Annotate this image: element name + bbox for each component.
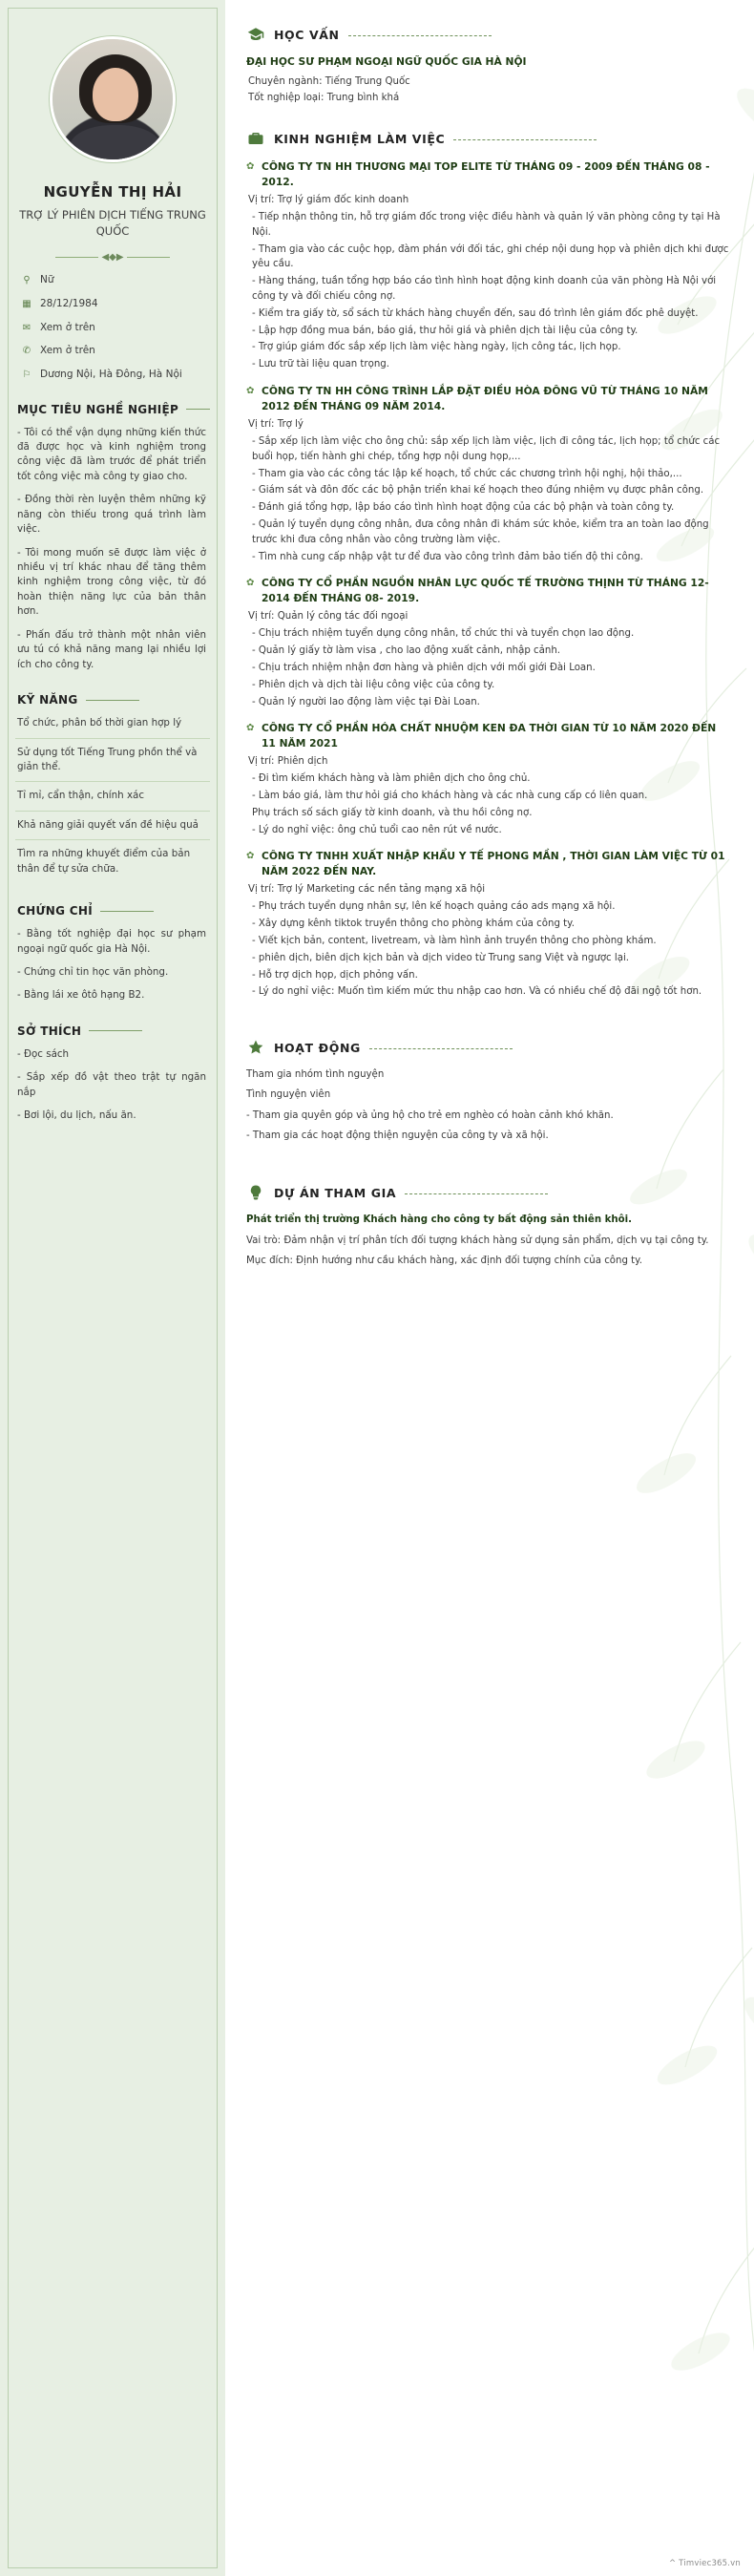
job-duty: - Quản lý tuyển dụng công nhân, đưa công nhân đi khám sức khỏe, kiểm tra an toàn lao động trước khi đưa công nhân vào công trường làm việc. xyxy=(252,519,709,545)
job-title-row xyxy=(246,384,729,413)
activity-line: Tham gia nhóm tình nguyện xyxy=(246,1069,385,1081)
job-title: CÔNG TY TN HH CÔNG TRÌNH LẮP ĐẶT ĐIỀU HÒA ĐÔNG VŨ TỪ THÁNG 10 NĂM 2012 ĐẾN THÁNG 09 NĂM 2014. xyxy=(262,385,708,412)
lightbulb-icon xyxy=(246,1183,265,1202)
gender-icon: ⚲ xyxy=(23,275,31,286)
certificates-list xyxy=(15,927,210,1003)
section-title: HỌC VẤN xyxy=(274,27,340,42)
job-duty: - Chịu trách nhiệm nhận đơn hàng và phiên dịch với mối giới Đài Loan. xyxy=(252,662,596,673)
briefcase-icon xyxy=(246,129,265,148)
section-title: SỞ THÍCH xyxy=(17,1024,82,1038)
section-header-skills xyxy=(17,693,210,707)
star-icon xyxy=(246,1038,265,1057)
job-title-row xyxy=(246,159,729,189)
list-item: - Đồng thời rèn luyện thêm những kỹ năng còn thiếu trong quá trình làm việc. xyxy=(17,494,206,536)
section-rule xyxy=(86,700,139,701)
job-title-row xyxy=(246,849,729,878)
list-item: - Đọc sách xyxy=(17,1047,70,1060)
job-duty: - Tìm nhà cung cấp nhập vật tư để đưa vào công trình đảm bảo tiến độ thi công. xyxy=(252,551,643,562)
job-title-row xyxy=(246,576,729,605)
job-duty: - Lý do nghỉ việc: ông chủ tuổi cao nên rút về nước. xyxy=(252,824,502,835)
activity-line: - Tham gia quyên góp và ủng hộ cho trẻ em nghèo có hoàn cảnh khó khăn. xyxy=(246,1109,614,1121)
project-title: Phát triển thị trường Khách hàng cho công ty bất động sản thiên khôi. xyxy=(246,1214,633,1226)
section-header-education xyxy=(246,25,729,44)
experience-entry xyxy=(246,721,729,837)
job-duty: - Chịu trách nhiệm tuyển dụng công nhân, tổ chức thi và tuyển chọn lao động. xyxy=(252,628,635,640)
section-header-activities xyxy=(246,1038,729,1057)
section-title: CHỨNG CHỈ xyxy=(17,904,93,918)
footer-watermark: ^ Timviec365.vn xyxy=(668,2559,741,2568)
section-title: HOẠT ĐỘNG xyxy=(274,1040,361,1055)
avatar-face xyxy=(93,68,138,121)
avatar xyxy=(50,36,176,162)
job-duty: - phiên dịch, biên dịch kịch bản và dịch video từ Trung sang Việt và ngược lại. xyxy=(252,952,630,963)
section-rule xyxy=(89,1030,142,1031)
job-duty: - Đi tìm kiếm khách hàng và làm phiên dịch cho ông chủ. xyxy=(252,773,531,785)
job-duty: - Kiểm tra giấy tờ, sổ sách từ khách hàng chuyển đến, sau đó trình lên giám đốc phê duyệt. xyxy=(252,307,699,319)
leaf-icon: ✿ xyxy=(246,851,255,862)
main-content xyxy=(225,0,754,2576)
location-icon: ⚐ xyxy=(22,369,31,380)
leaf-icon: ✿ xyxy=(246,161,255,173)
list-item: - Bơi lội, du lịch, nấu ăn. xyxy=(17,1109,136,1122)
section-title: KỸ NĂNG xyxy=(17,693,78,707)
job-duty: - Làm báo giá, làm thư hỏi giá cho khách hàng và các nhà cung cấp có liên quan. xyxy=(252,791,648,802)
sidebar xyxy=(0,0,225,2576)
experience-entry xyxy=(246,159,729,372)
job-duty: - Tham gia vào các cuộc họp, đàm phán với đối tác, ghi chép nội dung họp và phiên dịch khi được yêu cầu. xyxy=(252,243,729,270)
section-title: MỤC TIÊU NGHỀ NGHIỆP xyxy=(17,402,179,416)
section-header-objective xyxy=(17,403,210,416)
project-entry xyxy=(246,1213,729,1269)
section-header-certificates xyxy=(17,904,210,918)
job-position: Vị trí: Quản lý công tác đối ngoại xyxy=(248,611,408,623)
list-item: - Bằng lái xe ôtô hạng B2. xyxy=(17,989,145,1002)
list-item: - Tôi có thể vận dụng những kiến thức đã được học và kinh nghiệm trong công việc đã làm trước để phát triển tốt công việc mà công ty giao cho. xyxy=(17,426,206,482)
job-role-subtitle: TRỢ LÝ PHIÊN DỊCH TIẾNG TRUNG QUỐC xyxy=(19,208,206,238)
contact-item xyxy=(21,345,204,358)
page-title: NGUYỄN THỊ HẢI xyxy=(43,183,182,201)
job-duty: - Quản lý người lao động làm việc tại Đài Loan. xyxy=(252,696,480,707)
list-item: Sử dụng tốt Tiếng Trung phồn thể và giản thể. xyxy=(15,746,210,783)
contact-value: Dương Nội, Hà Đông, Hà Nội xyxy=(40,368,182,380)
contact-item xyxy=(21,274,204,287)
section-rule xyxy=(348,35,492,36)
education-entry xyxy=(246,54,729,106)
diamond-icon: ◀◆▶ xyxy=(101,252,124,264)
job-position: Vị trí: Trợ lý giám đốc kinh doanh xyxy=(248,195,409,206)
experience-entry xyxy=(246,576,729,709)
activity-line: Tình nguyện viên xyxy=(246,1089,331,1101)
list-item: Khả năng giải quyết vấn đề hiệu quả xyxy=(15,818,210,840)
calendar-icon: ▦ xyxy=(22,298,31,309)
contact-value: 28/12/1984 xyxy=(40,297,98,309)
experience-entry xyxy=(246,849,729,1000)
section-rule xyxy=(186,409,210,410)
section-title: KINH NGHIỆM LÀM VIỆC xyxy=(274,131,446,146)
leaf-icon: ✿ xyxy=(246,723,255,734)
contact-value: Xem ở trên xyxy=(40,321,95,333)
avatar-body xyxy=(70,125,161,162)
section-rule xyxy=(405,1193,548,1194)
job-title: CÔNG TY TN HH THƯƠNG MẠI TOP ELITE TỪ THÁNG 09 - 2009 ĐẾN THÁNG 08 - 2012. xyxy=(262,160,710,188)
job-duty: - Sắp xếp lịch làm việc cho ông chủ: sắp xếp lịch làm việc, lịch đi công tác, lịch họp; tổ chức các buổi họp, tiến hành ghi chép, tổng hợp nội dung họp,... xyxy=(252,435,721,462)
job-title: CÔNG TY TNHH XUẤT NHẬP KHẨU Y TẾ PHONG MẦN , THỜI GIAN LÀM VIỆC TỪ 01 NĂM 2022 ĐẾN NAY. xyxy=(262,850,725,877)
project-line: Vai trò: Đảm nhận vị trí phân tích đối tượng khách hàng sử dụng sản phẩm, dịch vụ tại công ty. xyxy=(246,1235,709,1246)
list-item: - Tôi mong muốn sẽ được làm việc ở nhiều vị trí khác nhau để tăng thêm kinh nghiệm trong công việc, từ đó hoàn thiện năng lực của bản thân hơn. xyxy=(17,546,206,618)
section-header-experience xyxy=(246,129,729,148)
list-item: - Chứng chỉ tin học văn phòng. xyxy=(17,966,169,979)
job-title: CÔNG TY CỔ PHẦN HÓA CHẤT NHUỘM KEN ĐA THỜI GIAN TỪ 10 NĂM 2020 ĐẾN 11 NĂM 2021 xyxy=(262,722,717,750)
job-position: Vị trí: Phiên dịch xyxy=(248,756,328,768)
education-detail: Chuyên ngành: Tiếng Trung Quốc xyxy=(248,75,410,87)
job-duty: - Phiên dịch và dịch tài liệu công việc của công ty. xyxy=(252,679,495,690)
job-duty: - Hỗ trợ dịch họp, dịch phỏng vấn. xyxy=(252,969,418,981)
section-rule xyxy=(369,1048,513,1049)
hobbies-list xyxy=(15,1047,210,1124)
section-header-hobbies xyxy=(17,1024,210,1038)
job-duty: - Lập hợp đồng mua bán, báo giá, thư hỏi giá và phiên dịch tài liệu của công ty. xyxy=(252,325,639,336)
leaf-icon: ✿ xyxy=(246,578,255,589)
objective-list xyxy=(15,426,210,673)
contact-item xyxy=(21,298,204,311)
list-item: Tỉ mỉ, cẩn thận, chính xác xyxy=(15,789,210,811)
skills-list xyxy=(15,716,210,883)
job-duty: - Xây dựng kênh tiktok truyền thông cho phòng khám của công ty. xyxy=(252,918,575,930)
activity-line: - Tham gia các hoạt động thiện nguyện của công ty và xã hội. xyxy=(246,1130,549,1142)
section-rule xyxy=(100,911,154,912)
list-item: - Sắp xếp đồ vật theo trật tự ngăn nắp xyxy=(17,1071,206,1098)
job-duty: - Đánh giá tổng hợp, lập báo cáo tình hình hoạt động của các bộ phận và toàn công ty. xyxy=(252,502,675,514)
job-duty: - Hàng tháng, tuần tổng hợp báo cáo tình hình hoạt động kinh doanh của văn phòng Hà Nội với công ty và đối chiếu công nợ. xyxy=(252,276,717,303)
contact-item xyxy=(21,369,204,382)
job-duty: - Phụ trách tuyển dụng nhân sự, lên kế hoạch quảng cáo ads mạng xã hội. xyxy=(252,901,616,913)
job-duty: - Giám sát và đôn đốc các bộ phận triển khai kế hoạch theo đúng nhiệm vụ được phân công. xyxy=(252,485,704,496)
education-detail: Tốt nghiệp loại: Trung bình khá xyxy=(248,93,400,104)
job-position: Vị trí: Trợ lý xyxy=(248,419,304,431)
list-item: - Phấn đấu trở thành một nhân viên ưu tú có khả năng mang lại nhiều lợi ích cho công ty. xyxy=(17,628,206,670)
job-duty: - Lý do nghỉ việc: Muốn tìm kiếm mức thu nhập cao hơn. Và có nhiều chế độ đãi ngộ tốt hơn. xyxy=(252,986,702,998)
job-duty: - Trợ giúp giám đốc sắp xếp lịch làm việc hàng ngày, lịch công tác, lịch họp. xyxy=(252,342,621,353)
job-title-row xyxy=(246,721,729,750)
contact-list xyxy=(15,274,210,381)
activities-entry xyxy=(246,1067,729,1144)
list-item: Tìm ra những khuyết điểm của bản thân để tự sửa chữa. xyxy=(17,848,191,875)
job-duty: Phụ trách số sách giấy tờ kinh doanh, và thu hồi công nợ. xyxy=(252,807,533,818)
section-rule xyxy=(453,139,597,140)
job-duty: - Tiếp nhận thông tin, hỗ trợ giám đốc trong việc điều hành và quản lý văn phòng công ty tại Hà Nội. xyxy=(252,211,721,238)
section-title: DỰ ÁN THAM GIA xyxy=(274,1185,397,1200)
education-school: ĐẠI HỌC SƯ PHẠM NGOẠI NGỮ QUỐC GIA HÀ NỘI xyxy=(246,55,527,68)
job-duty: - Lưu trữ tài liệu quan trọng. xyxy=(252,359,389,370)
section-header-projects xyxy=(246,1183,729,1202)
mail-icon: ✉ xyxy=(22,322,31,333)
job-duty: - Quản lý giấy tờ làm visa , cho lao động xuất cảnh, nhập cảnh. xyxy=(252,645,561,657)
job-duty: - Tham gia vào các công tác lập kế hoạch, tổ chức các chương trình hội nghị, hội thảo,... xyxy=(252,468,682,479)
contact-value: Xem ở trên xyxy=(40,345,95,357)
graduation-cap-icon xyxy=(246,25,265,44)
contact-value: Nữ xyxy=(40,274,54,286)
phone-icon: ✆ xyxy=(22,346,31,357)
ornament-divider xyxy=(55,252,170,263)
contact-item xyxy=(21,322,204,335)
project-line: Mục đích: Định hướng như cầu khách hàng, xác định đối tượng chính của công ty. xyxy=(246,1256,642,1267)
job-position: Vị trí: Trợ lý Marketing các nền tảng mạng xã hội xyxy=(248,884,486,896)
leaf-icon: ✿ xyxy=(246,386,255,397)
list-item: Tổ chức, phân bố thời gian hợp lý xyxy=(15,716,210,738)
list-item: - Bằng tốt nghiệp đại học sư phạm ngoại ngữ quốc gia Hà Nội. xyxy=(17,928,206,955)
job-duty: - Viết kịch bản, content, livetream, và làm hình ảnh truyền thông cho phòng khám. xyxy=(252,935,657,946)
job-title: CÔNG TY CỔ PHẦN NGUỒN NHÂN LỰC QUỐC TẾ TRƯỜNG THỊNH TỪ THÁNG 12-2014 ĐẾN THÁNG 08- 2019. xyxy=(262,577,709,604)
experience-entry xyxy=(246,384,729,564)
